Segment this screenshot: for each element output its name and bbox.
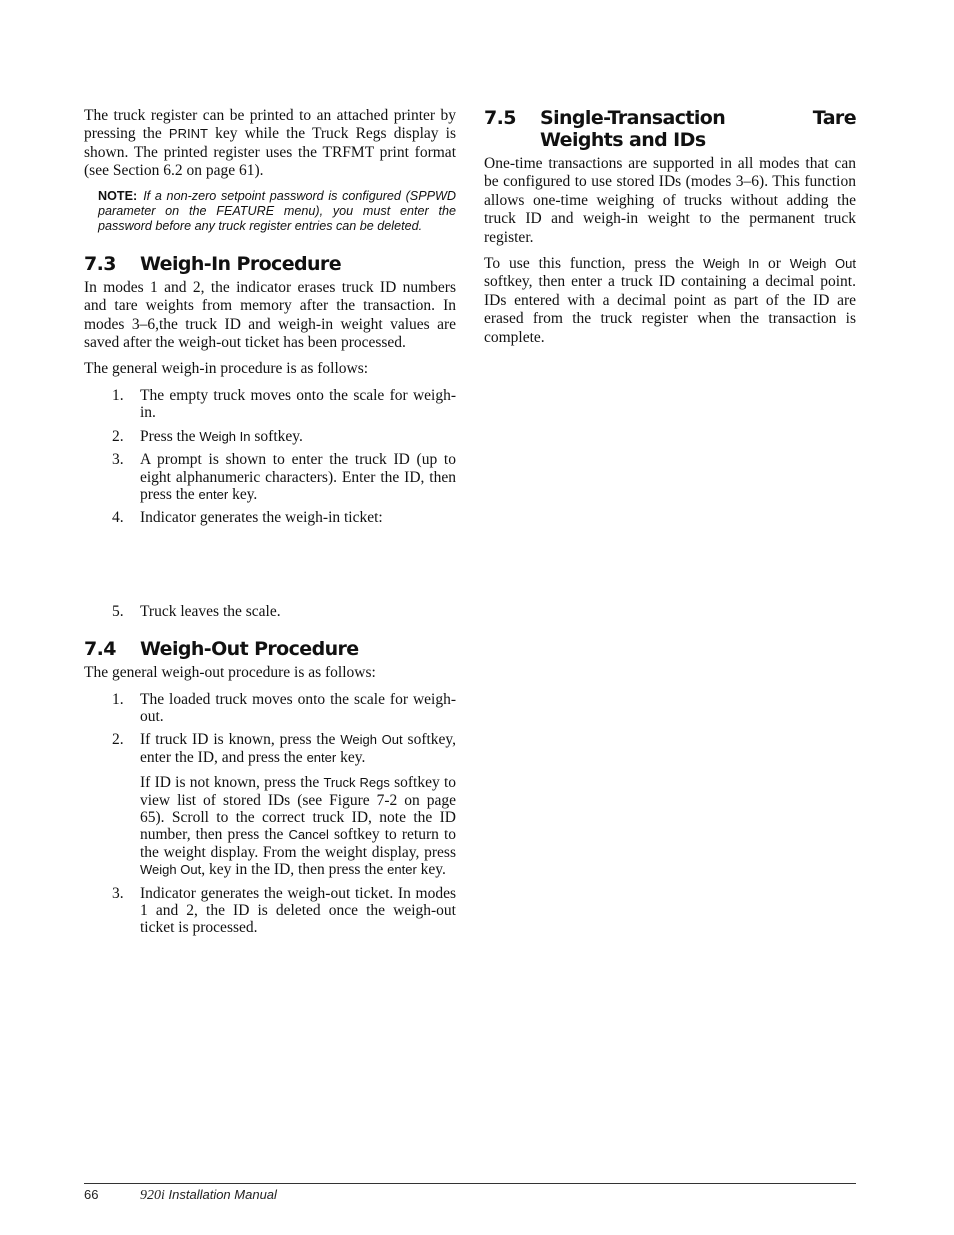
weigh-in-general-paragraph: The general weigh-in procedure is as follows: [84,360,369,378]
section-heading-7-5: 7.5 Single-Transaction Tare Weights and IDs [484,107,856,151]
one-time-transactions-paragraph: One-time transactions are supported in all modes that can be configured to use stored IDs (modes 3–6). This function allows one-time weighing of trucks without adding the truck ID and weigh-in weight to the permanent truck register. [484,155,856,246]
weigh-out-steps [84,691,456,937]
weigh-in-steps [84,387,456,527]
list-item: 3. Indicator generates the weigh-out ticket. In modes 1 and 2, the ID is deleted once the weigh-out ticket is processed. [112,884,456,937]
print-key: PRINT [168,126,208,142]
note-text: If a non-zero setpoint password is configured (SPPWD parameter on the FEATURE menu), you must enter the password before any truck register entries can be deleted. [98,188,456,234]
enter-key: enter [306,749,337,765]
list-item: 2. Press the Weigh In softkey. [112,427,303,445]
product-model: 920i [140,1188,165,1203]
enter-key: enter [387,862,417,878]
weigh-in-key: Weigh In [702,256,760,272]
weigh-in-key: Weigh In [199,428,251,444]
password-note [98,189,456,235]
one-time-usage-paragraph: To use this function, press the Weigh In or Weigh Out softkey, then enter a truck ID containing a decimal point. IDs entered with a decimal point as part of the ID are erased from the truck register when the transaction is complete. [484,255,857,346]
weigh-out-key: Weigh Out [789,256,857,272]
note-label: NOTE: [98,188,138,203]
unknown-id-subparagraph: If ID is not known, press the Truck Regs softkey to view list of stored IDs (see Figure 7-2 on page 65). Scroll to the correct truck ID, note the ID number, then press the Cancel softkey to return to the weight display. From the weight display, press Weigh Out, key in the ID, then press the enter key. [140,774,457,879]
right-column [484,107,856,355]
page-number: 66 [84,1187,99,1202]
page-footer [84,1187,277,1204]
list-item: 3. A prompt is shown to enter the truck ID (up to eight alphanumeric characters). Enter the ID, then press the enter key. [112,451,456,503]
list-item: 1. The empty truck moves onto the scale for weigh-in. [112,386,456,422]
list-item: 2. If truck ID is known, press the Weigh Out softkey, enter the ID, and press the enter key. If ID is not known, press the Truck Regs softkey to view list of stored IDs (see Figure 7-2 on page 65). Scroll to the correct truck ID, note the ID number, then press the Cancel softkey to return to the weight display. From the weight display, press Weigh Out, key in the ID, then press the enter key. [112,731,457,879]
manual-title: Installation Manual [168,1187,277,1202]
cancel-key: Cancel [288,827,329,843]
truck-regs-key: Truck Regs [323,775,390,791]
list-item: 4. Indicator generates the weigh-in ticket: [112,509,383,527]
ticket-spacer [84,533,456,603]
section-heading-7-3: 7.3 Weigh-In Procedure [84,252,341,275]
left-column [84,107,456,943]
footer-rule [84,1183,856,1184]
enter-key: enter [198,486,229,502]
weigh-out-key: Weigh Out [340,732,403,748]
weigh-in-steps-continued [84,603,456,620]
section-heading-7-4: 7.4 Weigh-Out Procedure [84,638,359,661]
list-item: 1. The loaded truck moves onto the scale for weigh-out. [112,690,456,725]
list-item: 5. Truck leaves the scale. [112,602,281,620]
weigh-out-key: Weigh Out [140,862,202,878]
weigh-out-general-paragraph: The general weigh-out procedure is as follows: [84,664,376,682]
truck-register-print-paragraph: The truck register can be printed to an attached printer by pressing the PRINT key while the Truck Regs display is shown. The printed register uses the TRFMT print format (see Section 6.2 on page 61). [84,107,456,180]
weigh-in-modes-paragraph: In modes 1 and 2, the indicator erases truck ID numbers and tare weights from memory after the transaction. In modes 3–6,the truck ID and weigh-in weight values are saved after the weigh-out ticket has been processed. [84,278,456,352]
